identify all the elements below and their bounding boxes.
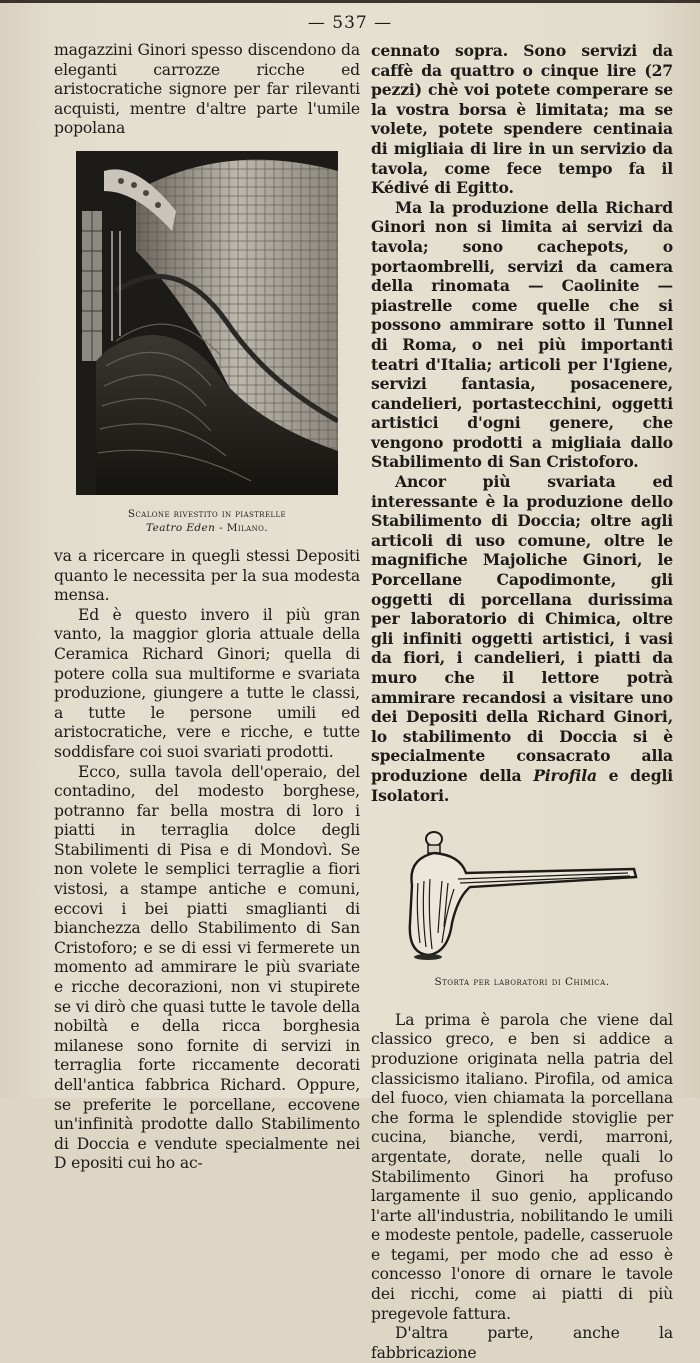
retort-figure	[371, 823, 673, 963]
left-paragraph-4: Ecco, sulla tavola dell'operaio, del contadino, del modesto borghese, potranno far bella mostra di loro i piatti in terraglia dolce degli Stabilimenti di Pisa e di Mondovì. Se non volete le semplici terraglie a fiori vistosi, a stampe antiche e comuni, eccovi i bei piatti smaglianti di bianchezza dello Stabilimento di San Cristoforo; e se di essi vi fermerete un momento ad ammirare le più svariate e ricche decorazioni, non vi stupirete se vi dirò che quasi tutte le tavole della nobiltà e della ricca borghesia milanese sono fornite di servizi in terraglia forte riccamente decorati dell'antica fabbrica Richard. Oppure, se preferite le porcellane, eccovene un'infinità prodotte dallo Stabilimento di Doccia e vendute specialmente nei D epositi cui ho ac-	[54, 762, 360, 1173]
left-paragraph-2: va a ricercare in quegli stessi Depositi quanto le necessita per la sua modesta mensa.	[54, 546, 360, 605]
caption-separator: -	[215, 521, 227, 534]
right-paragraph-3-text: Ancor più svariata ed interessante è la produzione dello Stabilimento di Doccia; oltre agli articoli di uso comune, oltre le magnifiche Majoliche Ginori, le Porcellane Capodimonte, gli oggetti di porcellana durissima per laboratorio di Chimica, oltre gli infiniti oggetti artistici, i vasi da fiori, i candelieri, i piatti da muro che il lettore potrà ammirare recandosi a visitare uno dei Depositi della Richard Ginori, lo stabilimento di Doccia si è specialmente consacrato alla produzione della	[371, 472, 673, 785]
page-number: — 537 —	[307, 13, 393, 33]
pirofila-term: Pirofila	[533, 765, 597, 785]
right-paragraph-5: D'altra parte, anche la fabbricazione	[371, 1324, 673, 1362]
left-column	[54, 41, 360, 1174]
retort-caption: Storta per laboratori di Chimica.	[434, 976, 610, 989]
right-paragraph-1: cennato sopra. Sono servizi da caffè da quattro o cinque lire (27 pezzi) chè voi potete comperare se la vostra borsa è limitata; ma se volete, potete spendere centinaia di migliaia di lire in un servizio da tavola, come fece tempo fa il Kédivé di Egitto.	[371, 41, 673, 198]
right-paragraph-2: Ma la produzione della Richard Ginori non si limita ai servizi da tavola; sono cachepots, o portaombrelli, servizi da camera della rinomata — Caolinite — piastrelle come quelle che si possono ammirare sotto il Tunnel di Roma, o nei più importanti teatri d'Italia; articoli per l'Igiene, servizi fantasia, posacenere, candelieri, portastecchini, oggetti artistici d'ogni genere, che vengono prodotti a migliaia dallo Stabilimento di San Cristoforo.	[371, 197, 673, 472]
right-paragraph-3-tail: e degli Isolatori.	[371, 765, 673, 805]
right-column	[371, 41, 673, 1363]
laboratory-retort-illustration	[398, 823, 646, 963]
caption-city: Milano.	[226, 521, 268, 534]
caption-venue: Teatro Eden	[146, 521, 216, 534]
staircase-figure	[54, 151, 360, 495]
left-paragraph-3: Ed è questo invero il più gran vanto, la maggior gloria attuale della Ceramica Richard Ginori; quella di potere colla sua multiforme e svariata produzione, giungere a tutte le classi, a tutte le persone umili ed aristocratiche, vere e ricche, e tutte soddisfare coi suoi svariati prodotti.	[54, 605, 360, 761]
staircase-caption	[54, 507, 360, 535]
right-paragraph-3	[371, 472, 673, 805]
tiled-staircase-photo	[76, 151, 338, 495]
staircase-caption-title: Scalone rivestito in piastrelle	[127, 507, 287, 520]
left-paragraph-1: magazzini Ginori spesso discendono da eleganti carrozze ricche ed aristocratiche signore per far rilevanti acquisti, mentre d'altre parte l'umile popolana	[54, 41, 360, 138]
right-paragraph-4: La prima è parola che viene dal classico greco, e ben si addice a produzione originata nella patria del classicismo italiano. Pirofila, od amica del fuoco, vien chiamata la porcellana che forma le splendide stoviglie per cucina, bianche, verdi, marroni, argentate, dorate, nelle quali lo Stabilimento Ginori ha profuso largamente il suo genio, applicando l'arte all'industria, nobilitando le umili e modeste pentole, padelle, casseruole e tegami, per modo che ad esso è concesso l'onore di ornare le tavole dei ricchi, come ai piatti di più pregevole fattura.	[371, 1010, 673, 1323]
staircase-caption-location	[54, 521, 360, 535]
